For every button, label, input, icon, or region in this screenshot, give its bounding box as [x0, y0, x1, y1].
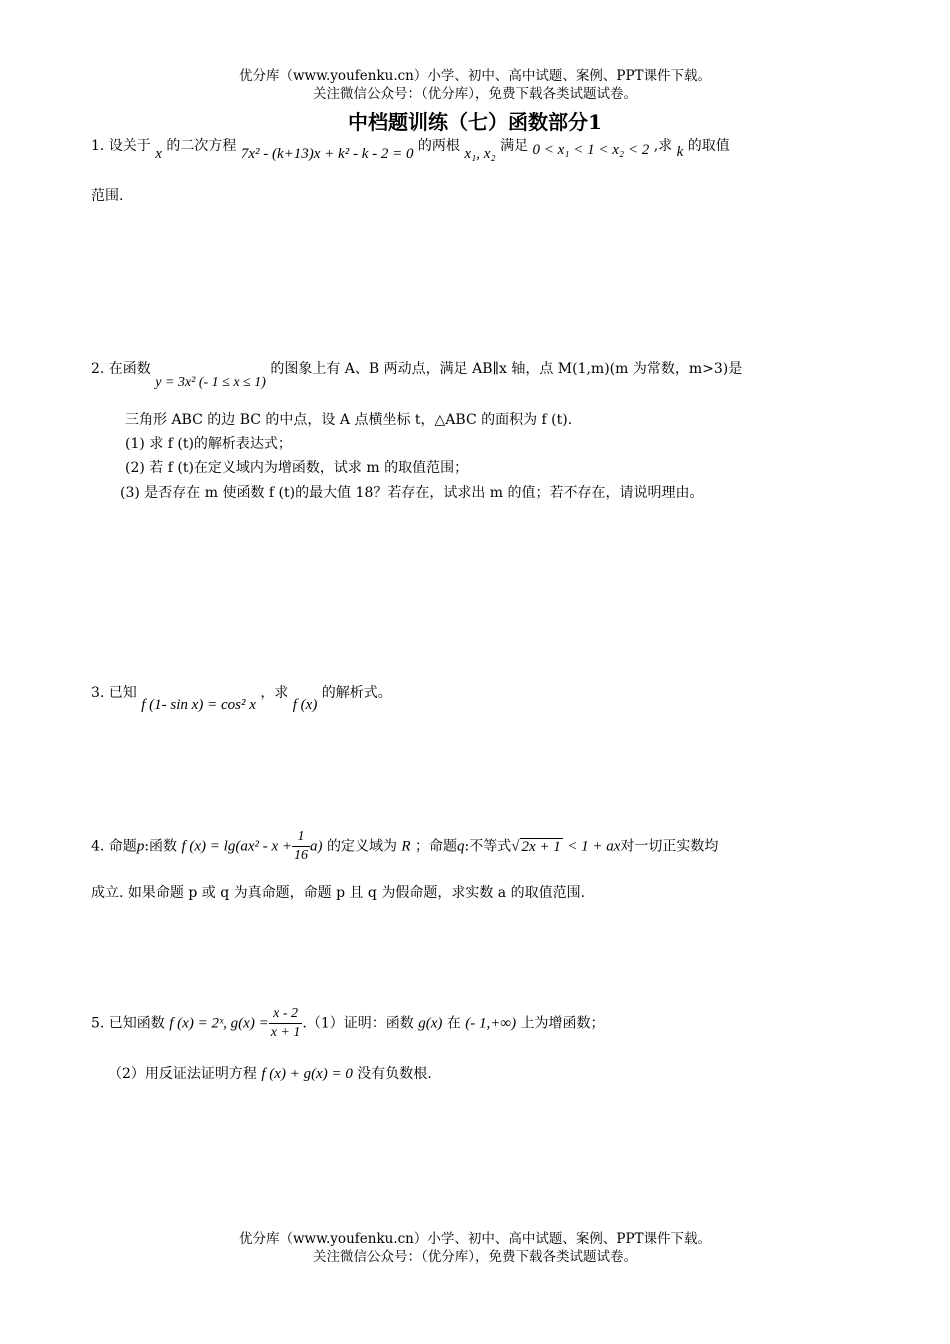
question-2-part-1: (1) 求 f (t)的解析表达式； [125, 436, 292, 452]
question-2-part-2: (2) 若 f (t)在定义域内为增函数，试求 m 的取值范围； [125, 460, 469, 476]
question-4-line-2: 成立. 如果命题 p 或 q 为真命题，命题 p 且 q 为假命题，求实数 a 的取值范围. [91, 885, 586, 901]
q5-text: .（1）证明：函数 [302, 1015, 414, 1032]
question-4-line-1 [91, 828, 718, 865]
q4-fraction-den: 16 [294, 848, 309, 863]
q1-text: 1. 设关于 [91, 138, 151, 154]
question-2-line-1 [91, 358, 743, 390]
q5-fraction-den: x + 1 [270, 1025, 301, 1040]
q1-text: ,求 [653, 138, 673, 154]
q5-fraction-num: x - 2 [269, 1005, 303, 1024]
q4-fraction [292, 828, 310, 865]
question-2-part-3: (3) 是否存在 m 使函数 f (t)的最大值 18？若存在，试求出 m 的值；若不存在，请说明理由。 [120, 485, 704, 501]
q4-text: ；命题 [415, 838, 458, 855]
q5-interval: (- 1,+∞) [465, 1015, 517, 1032]
q2-text: 2. 在函数 [91, 361, 151, 377]
q5-fraction [269, 1005, 303, 1042]
q4-var-R: R [401, 838, 411, 855]
q2-function: y = 3x² (- 1 ≤ x ≤ 1) [155, 375, 266, 390]
q5-text: 5. 已知函数 [91, 1015, 165, 1032]
q5-text: 在 [446, 1015, 461, 1032]
question-5-line-2 [108, 1063, 432, 1083]
q3-fx: f (x) [292, 697, 318, 713]
page-title: 中档题训练（七）函数部分1 [348, 110, 602, 134]
q5-functions: f (x) = 2ˣ, g(x) = [169, 1015, 269, 1032]
q1-text: 满足 [500, 138, 529, 154]
q4-var-q: q [457, 838, 465, 855]
q4-function-left: f (x) = lg(ax² - x + [181, 838, 293, 855]
q3-text: 的解析式。 [321, 685, 392, 701]
q2-text: 的图象上有 A、B 两动点，满足 AB∥x 轴，点 M(1,m)(m 为常数，m>3)是 [270, 361, 743, 377]
question-1-line-2: 范围. [91, 188, 124, 204]
q5-equation: f (x) + g(x) = 0 [261, 1066, 353, 1082]
q1-condition: 0 < x₁ < 1 < x₂ < 2 [532, 142, 650, 158]
q5-text: （2）用反证法证明方程 [108, 1066, 257, 1082]
q1-text: 的二次方程 [166, 138, 237, 154]
footer-line-1: 优分库（www.youfenku.cn）小学、初中、高中试题、案例、PPT课件下载。 [238, 1231, 712, 1247]
q4-text: 4. 命题 [91, 838, 137, 855]
header-line-2: 关注微信公众号：（优分库），免费下载各类试题试卷。 [313, 86, 637, 102]
q4-sqrt-symbol: √ [511, 838, 520, 855]
q5-text: 没有负数根. [357, 1066, 432, 1082]
q4-sqrt-body: 2x + 1 [521, 838, 561, 855]
q1-roots: x₁, x₂ [464, 146, 496, 162]
q3-equation: f (1- sin x) = cos² x [141, 697, 256, 713]
q4-fraction-num: 1 [292, 828, 310, 847]
question-2-line-2: 三角形 ABC 的边 BC 的中点，设 A 点横坐标 t，△ABC 的面积为 f (t). [125, 412, 573, 428]
q1-text: 的取值 [687, 138, 730, 154]
q1-var-x: x [155, 146, 162, 162]
q4-var-p: p [136, 838, 145, 855]
q4-text: :函数 [144, 838, 178, 855]
q3-text: ，求 [260, 685, 289, 701]
q1-equation: 7x² - (k+13)x + k² - k - 2 = 0 [240, 146, 414, 162]
q5-g: g(x) [418, 1015, 443, 1032]
question-5-line-1 [91, 1005, 605, 1042]
question-1-line-1 [91, 135, 730, 162]
q5-text: 上为增函数； [520, 1015, 605, 1032]
q1-var-k: k [676, 144, 684, 160]
q4-inequality: < 1 + ax [567, 838, 621, 855]
q1-text: 的两根 [417, 138, 460, 154]
question-3 [91, 682, 392, 713]
q4-text: 对一切正实数均 [620, 838, 719, 855]
q4-function-right: a) [310, 838, 323, 855]
header-line-1: 优分库（www.youfenku.cn）小学、初中、高中试题、案例、PPT课件下载。 [238, 68, 712, 84]
q4-text: :不等式 [464, 838, 512, 855]
footer-line-2: 关注微信公众号：（优分库），免费下载各类试题试卷。 [313, 1249, 637, 1265]
q4-text: 的定义域为 [326, 838, 397, 855]
q3-text: 3. 已知 [91, 685, 137, 701]
